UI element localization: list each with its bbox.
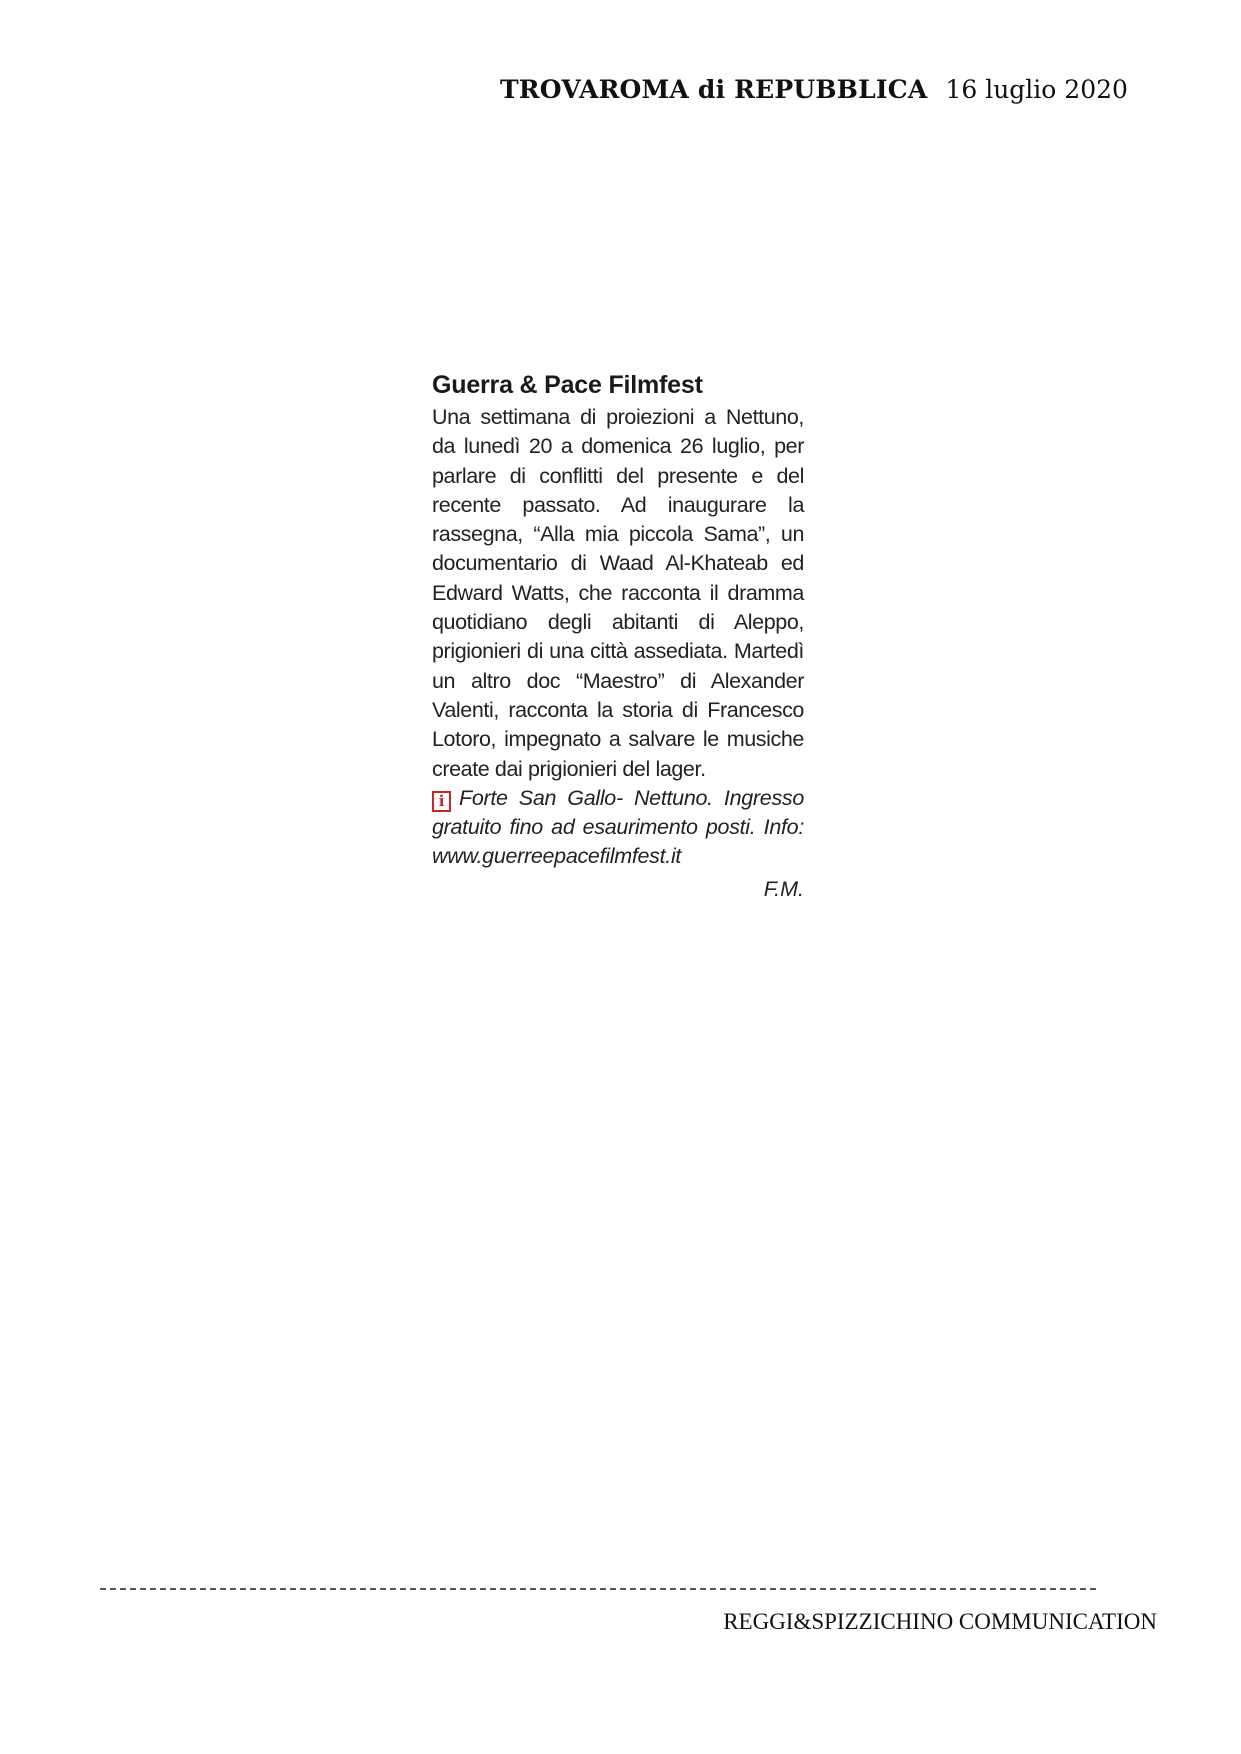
article-author: F.M. xyxy=(763,876,804,901)
article-info xyxy=(432,784,804,872)
article-clipping xyxy=(432,370,804,904)
footer-credit: REGGI&SPIZZICHINO COMMUNICATION xyxy=(723,1609,1157,1634)
article-body: Una settimana di proiezioni a Nettuno, da lunedì 20 a domenica 26 luglio, per parlare di conflitti del presente e del recente passato. Ad inaugurare la rassegna, “Alla mia piccola Sama”, un documentario di Waad Al-Khateab ed Edward Watts, che racconta il dramma quotidiano degli abitanti di Aleppo, prigionieri di una città assediata. Martedì un altro doc “Maestro” di Alexander Valenti, racconta la storia di Francesco Lotoro, impegnato a salvare le musiche create dai prigionieri del lager. xyxy=(432,405,804,781)
article-title: Guerra & Pace Filmfest xyxy=(432,371,703,399)
publication-date: 16 luglio 2020 xyxy=(945,75,1128,104)
article-info-text: Forte San Gallo- Nettuno. Ingresso gratuito fino ad esaurimento posti. Info: www.guerreepacefilmfest.it xyxy=(432,785,804,869)
publication-name: TROVAROMA di REPUBBLICA xyxy=(500,75,928,104)
info-icon: i xyxy=(432,791,451,812)
footer-divider xyxy=(100,1588,1096,1590)
page-header xyxy=(500,74,1150,106)
